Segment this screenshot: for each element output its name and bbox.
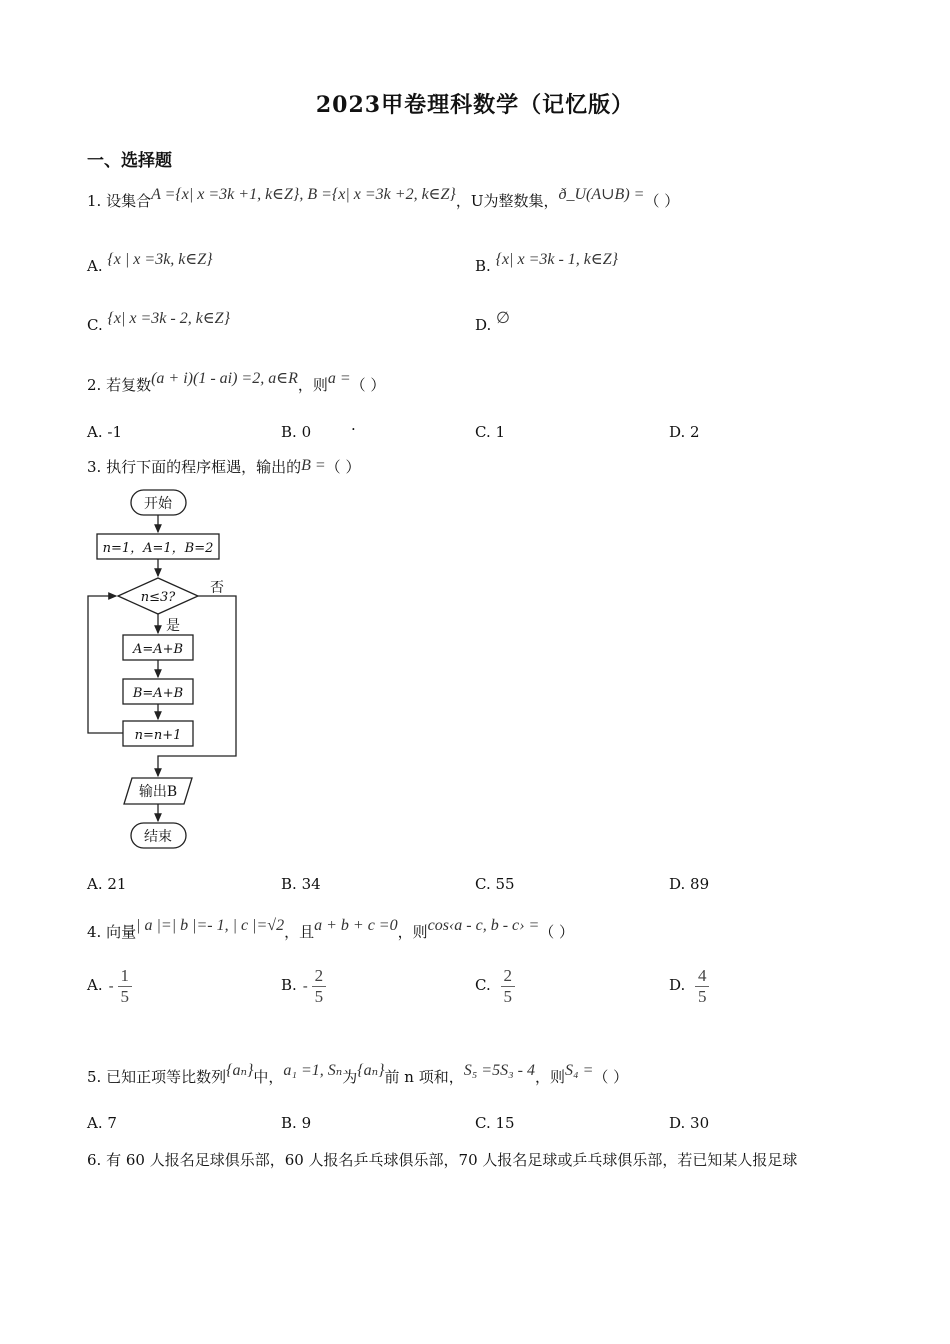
q1-option-b [475, 251, 619, 276]
option-value: 7 [107, 1114, 117, 1132]
q4-option-c [475, 966, 515, 1006]
q4-mid-text-2: ，则 [397, 923, 428, 941]
option-expression: {x| x =3k - 2, k∈Z} [107, 310, 230, 327]
option-label: A. [87, 1114, 103, 1132]
yes-label: 是 [166, 618, 180, 634]
option-label: B. [281, 875, 297, 893]
option-fraction [312, 966, 326, 1006]
q1-complement-expression: ð_U(A∪B) = [558, 186, 645, 203]
option-value: 2 [690, 423, 700, 441]
condition-label: n≤3? [140, 590, 176, 605]
q3-lead: 3. 执行下面的程序框遇，输出的 [87, 458, 302, 476]
q3-option-a [87, 875, 126, 893]
q5-text-3: 前 n 项和， [384, 1068, 464, 1086]
option-label: D. [669, 423, 686, 441]
option-label: C. [475, 875, 491, 893]
denominator: 5 [503, 986, 512, 1006]
q4-cos-expression: cos‹a - c, b - c› = [427, 917, 540, 934]
no-label: 否 [210, 580, 224, 596]
option-label: C. [475, 423, 491, 441]
q4-option-a [87, 966, 132, 1006]
numerator: 2 [503, 966, 512, 985]
step-a-label: A=A+B [132, 642, 184, 657]
option-label: B. [281, 423, 297, 441]
q5-sequence: {aₙ} [226, 1062, 254, 1079]
init-label: n=1，A=1，B=2 [102, 541, 214, 556]
option-value: 15 [495, 1114, 515, 1132]
option-label: B. [281, 1114, 297, 1132]
option-expression: ∅ [496, 310, 510, 327]
numerator: 2 [314, 966, 324, 985]
q5-text-4: ，则 [534, 1068, 565, 1086]
question-2 [87, 370, 386, 395]
option-label: A. [87, 875, 103, 893]
q1-lead: 1. 设集合 [87, 192, 152, 210]
option-label: C. [475, 976, 491, 995]
q5-option-b [281, 1114, 311, 1132]
q5-first-term: a₁ =1, Sₙ [283, 1062, 343, 1079]
option-label: A. [87, 423, 103, 441]
step-b-label: B=A+B [132, 686, 184, 701]
q1-option-d [475, 310, 510, 335]
option-fraction [118, 966, 132, 1006]
q2-unknown: a = [327, 370, 351, 387]
q4-lead: 4. 向量 [87, 923, 137, 941]
option-value: -1 [107, 423, 123, 441]
q2-option-d [669, 423, 700, 441]
denominator: 5 [120, 986, 129, 1006]
q5-option-c [475, 1114, 515, 1132]
option-fraction [695, 966, 709, 1006]
q2-option-b [281, 423, 311, 441]
q2-expression: (a + i)(1 - ai) =2, a∈R [151, 370, 298, 387]
q5-option-a [87, 1114, 117, 1132]
q2-mid-text: ，则 [297, 376, 328, 394]
q1-option-a [87, 251, 213, 276]
step-n-label: n=n+1 [134, 728, 182, 743]
option-label: C. [475, 1114, 491, 1132]
q3-option-c [475, 875, 515, 893]
option-expression: {x| x =3k - 1, k∈Z} [495, 251, 619, 268]
option-value: 1 [495, 423, 506, 441]
numerator: 4 [698, 966, 707, 985]
q4-magnitudes: | a |=| b |=- 1, | c |=√2 [136, 917, 285, 934]
q5-text-2: 为 [342, 1068, 358, 1086]
option-label: D. [669, 875, 686, 893]
end-label: 结束 [144, 829, 172, 845]
q3-answer-paren: （ ） [325, 458, 361, 476]
q1-option-c [87, 310, 230, 335]
denominator: 5 [314, 986, 324, 1006]
stray-dot: · [351, 420, 356, 438]
q3-option-d [669, 875, 709, 893]
option-value: 9 [301, 1114, 312, 1132]
q2-lead: 2. 若复数 [87, 376, 152, 394]
option-label: D. [475, 316, 492, 334]
loop-back-line [88, 596, 123, 733]
q2-option-c [475, 423, 505, 441]
option-fraction [501, 966, 515, 1006]
q2-answer-paren: （ ） [350, 376, 386, 394]
option-value: 21 [107, 875, 127, 893]
option-value: 0 [301, 423, 312, 441]
q5-text-1: 中， [253, 1068, 284, 1086]
q4-sum-expression: a + b + c =0 [314, 917, 398, 934]
option-label: D. [669, 1114, 686, 1132]
option-label: B. [281, 976, 297, 995]
q3-output-var: B = [301, 457, 326, 474]
numerator: 1 [120, 966, 129, 985]
question-6: 6. 有 60 人报名足球俱乐部，60 人报名乒乓球俱乐部，70 人报名足球或乒乓球俱乐部，若已知某人报足球 [87, 1151, 798, 1169]
option-value: 89 [690, 875, 710, 893]
section-heading: 一、选择题 [87, 151, 172, 171]
q4-option-d [669, 966, 709, 1006]
option-sign: - [108, 977, 114, 996]
option-label: A. [87, 257, 103, 275]
option-expression: {x | x =3k, k∈Z} [107, 251, 213, 268]
question-5 [87, 1062, 629, 1087]
q1-answer-paren: （ ） [644, 192, 680, 210]
option-value: 55 [495, 875, 515, 893]
q4-mid-text: ，且 [284, 923, 315, 941]
option-value: 30 [690, 1114, 710, 1132]
q1-set-expression: A ={x| x =3k +1, k∈Z}, B ={x| x =3k +2, k∈Z} [151, 186, 456, 203]
q2-option-a [87, 423, 122, 441]
question-4 [87, 917, 575, 942]
page-title: 2023甲卷理科数学（记忆版） [315, 92, 635, 118]
q5-condition: S₅ =5S₃ - 4 [463, 1062, 535, 1079]
denominator: 5 [698, 986, 707, 1006]
output-label: 输出B [138, 784, 178, 800]
flowchart [80, 482, 260, 854]
option-label: B. [475, 257, 491, 275]
q5-lead: 5. 已知正项等比数列 [87, 1068, 227, 1086]
option-label: A. [87, 976, 103, 995]
question-3 [87, 456, 360, 477]
q4-option-b [281, 966, 326, 1006]
start-label: 开始 [144, 496, 172, 512]
option-value: 34 [301, 875, 321, 893]
q5-target: S₄ = [565, 1062, 594, 1079]
option-sign: - [302, 977, 308, 996]
option-label: D. [669, 976, 686, 995]
q3-option-b [281, 875, 321, 893]
q5-option-d [669, 1114, 709, 1132]
q5-sequence-2: {aₙ} [357, 1062, 385, 1079]
option-label: C. [87, 316, 103, 334]
q5-answer-paren: （ ） [593, 1068, 629, 1086]
question-1 [87, 186, 680, 211]
q4-answer-paren: （ ） [539, 923, 575, 941]
q1-mid-text: ，U为整数集， [455, 192, 559, 210]
